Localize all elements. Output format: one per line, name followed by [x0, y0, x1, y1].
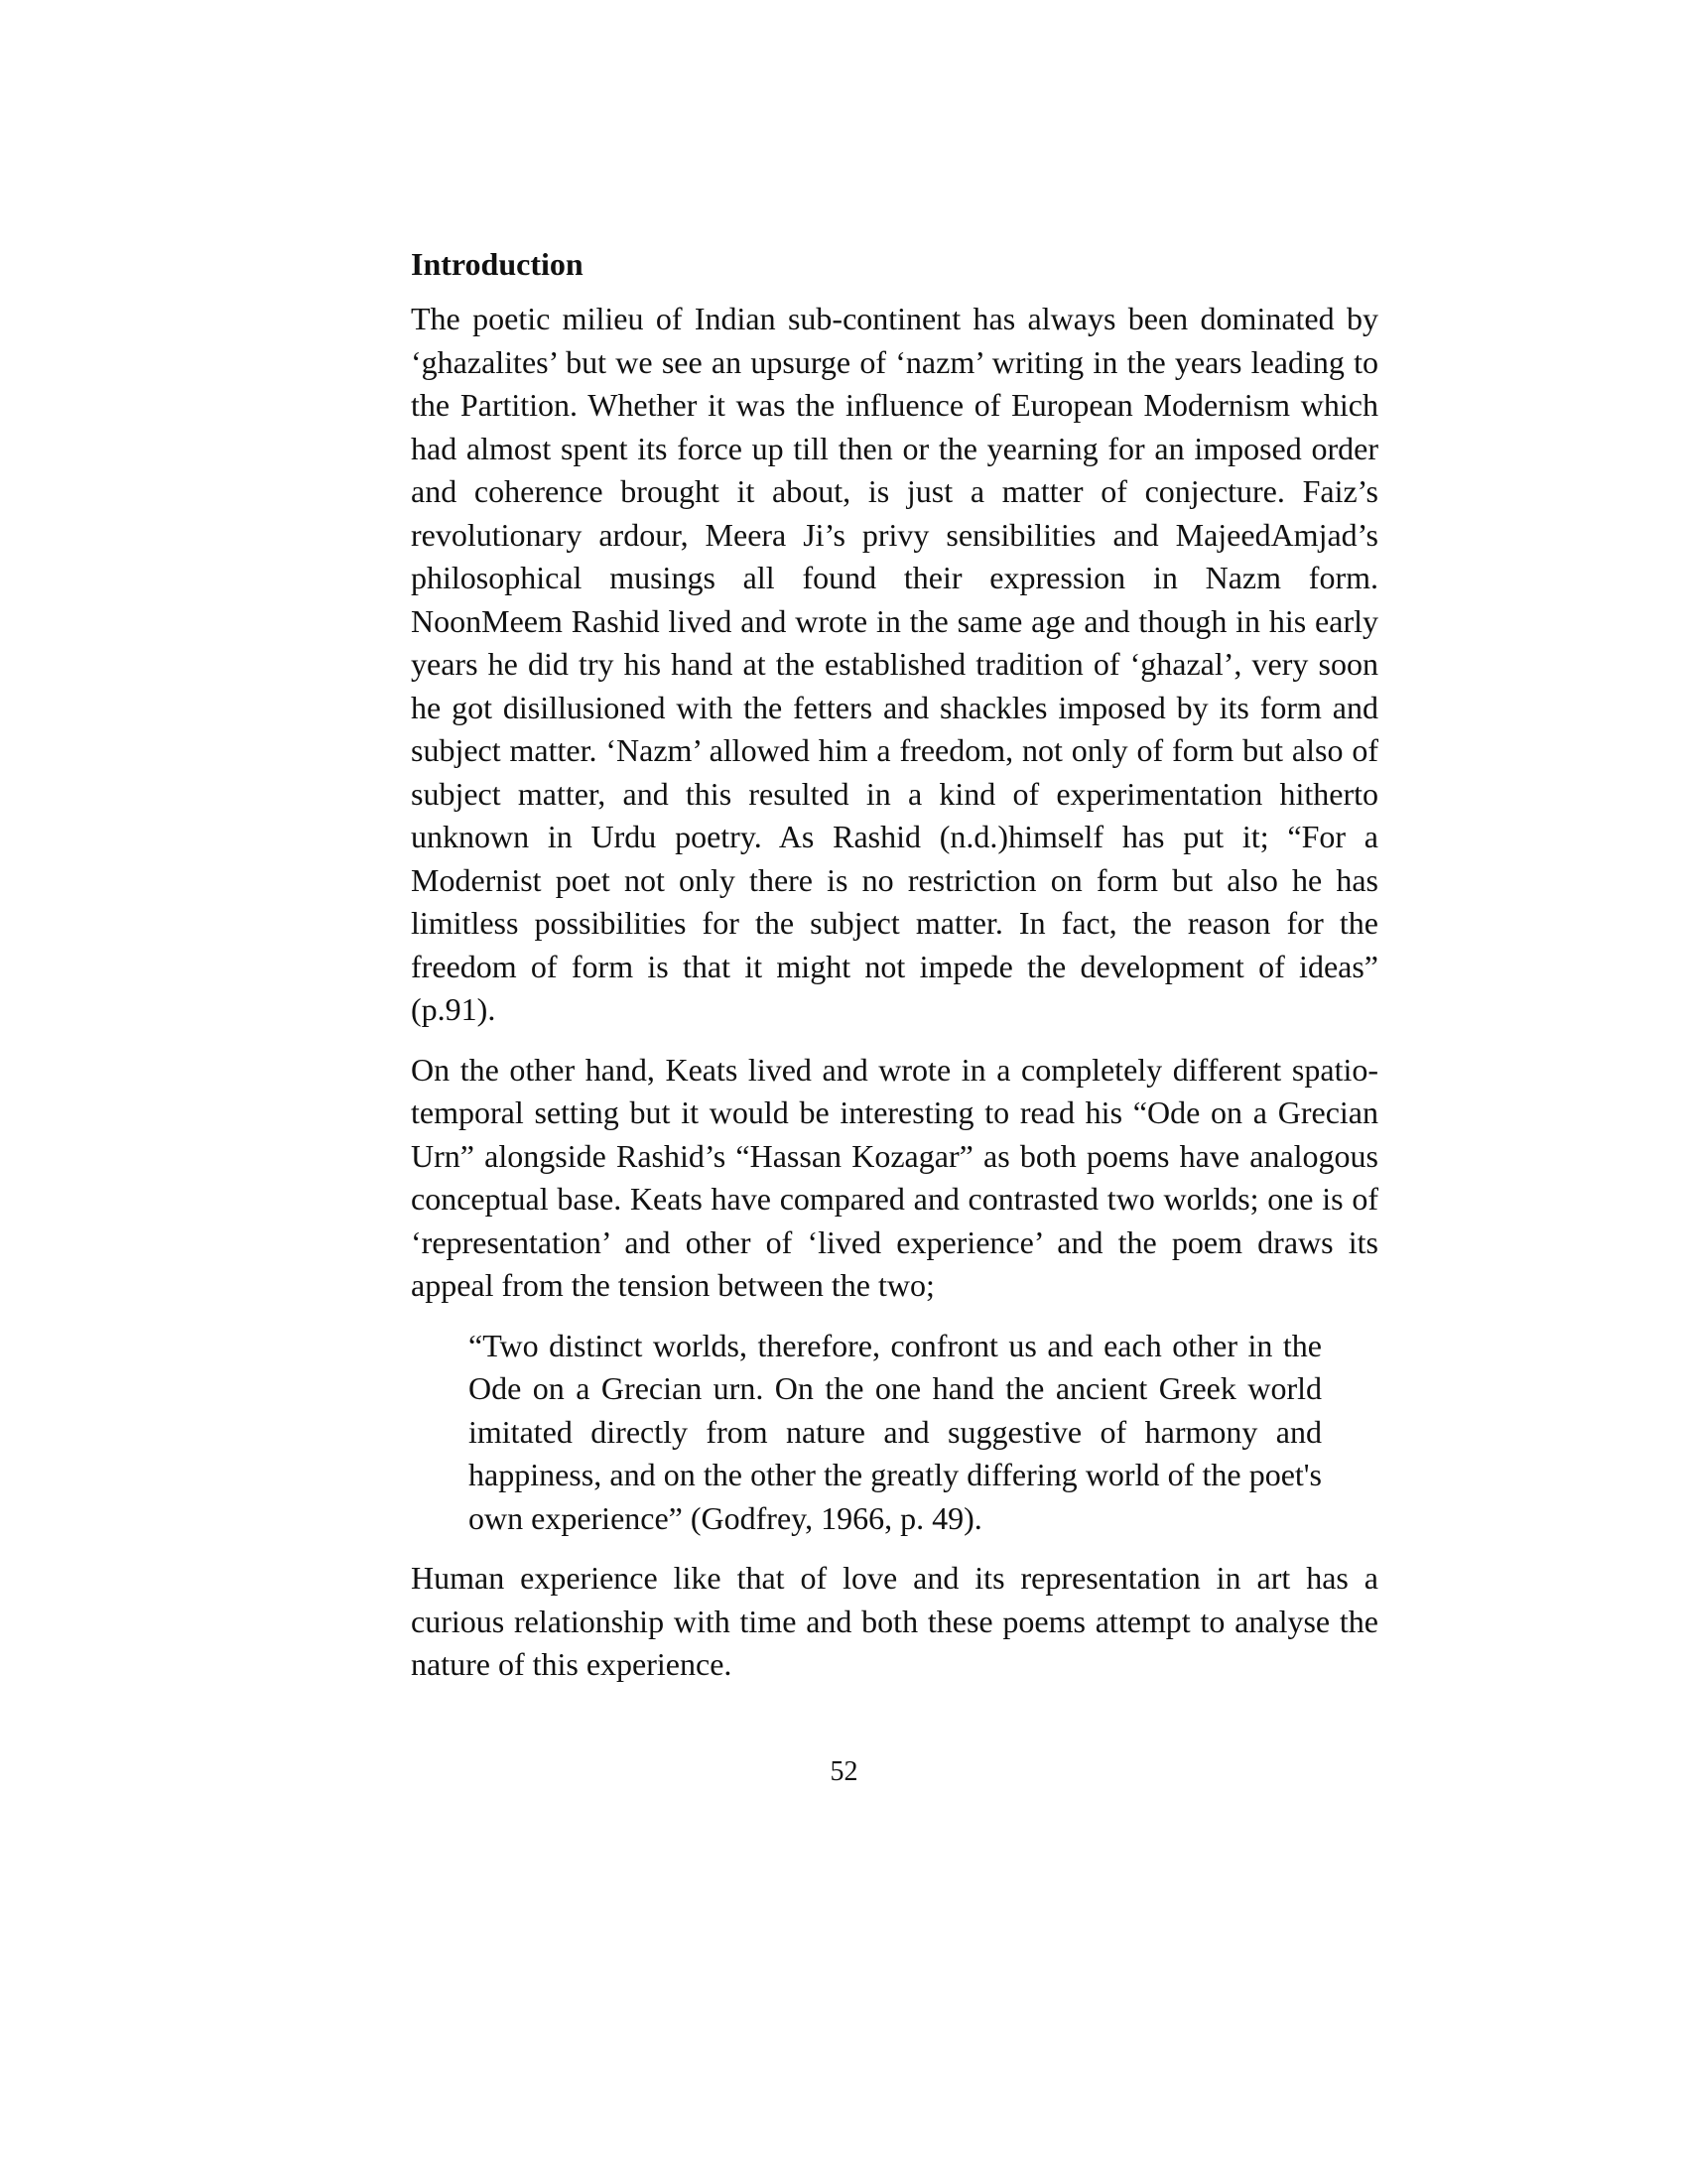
page-number: 52: [830, 1756, 858, 1787]
paragraph-comparison: On the other hand, Keats lived and wrote in a completely different spatio-temporal setting but it would be interesting to read his “Ode on a Grecian Urn” alongside Rashid’s “Hassan Kozagar” as both poems have analogous conceptual base. Keats have compared and contrasted two worlds; one is of ‘representation’ and other of ‘lived experience’ and the poem draws its appeal from the tension between the two;: [411, 1051, 1378, 1303]
paragraph-closing: Human experience like that of love and its representation in art has a curious relationship with time and both these poems attempt to analyse the nature of this experience.: [411, 1560, 1378, 1682]
paragraph-intro: The poetic milieu of Indian sub-continent has always been dominated by ‘ghazalites’ but we see an upsurge of ‘nazm’ writing in the years leading to the Partition. Whether it was the influence of European Modernism which had almost spent its force up till then or the yearning for an imposed order and coherence brought it about, is just a matter of conjecture. Faiz’s revolutionary ardour, Meera Ji’s privy sensibilities and MajeedAmjad’s philosophical musings all found their expression in Nazm form. NoonMeem Rashid lived and wrote in the same age and though in his early years he did try his hand at the established tradition of ‘ghazal’, very soon he got disillusioned with the fetters and shackles imposed by its form and subject matter. ‘Nazm’ allowed him a freedom, not only of form but also of subject matter, and this resulted in a kind of experimentation hitherto unknown in Urdu poetry. As Rashid (n.d.)himself has put it; “For a Modernist poet not only there is no restriction on form but also he has limitless possibilities for the subject matter. In fact, the reason for the freedom of form is that it might not impede the development of ideas” (p.91).: [411, 301, 1378, 1027]
block-quote: “Two distinct worlds, therefore, confront us and each other in the Ode on a Grecian urn. On the one hand the ancient Greek world imitated directly from nature and suggestive of harmony and happiness, and on the other the greatly differing world of the poet's own experience” (Godfrey, 1966, p. 49).: [468, 1327, 1322, 1536]
page-content: [411, 242, 1378, 1704]
section-heading: Introduction: [411, 246, 584, 282]
